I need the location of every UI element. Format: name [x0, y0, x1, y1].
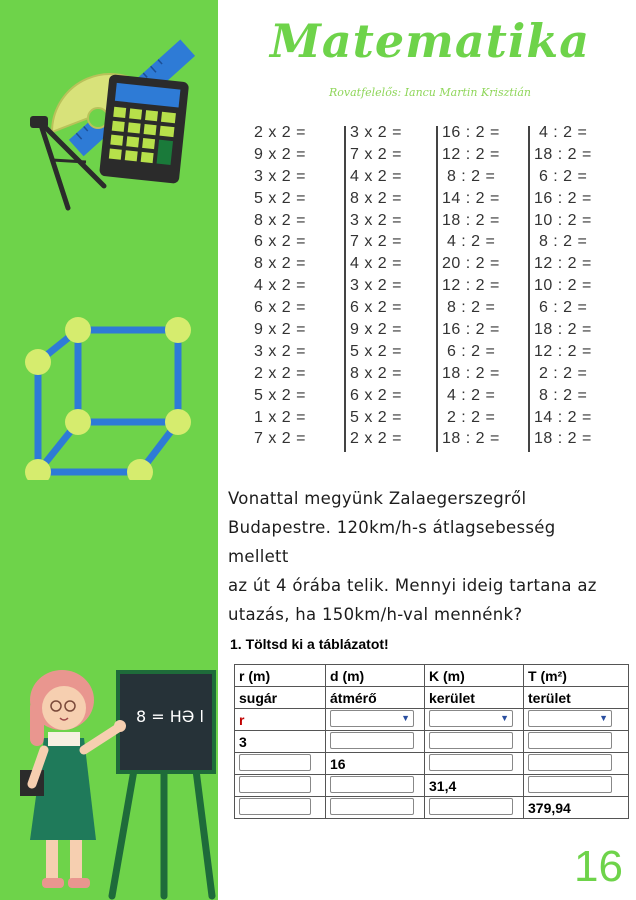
- drill-item: 3 x 2 =: [350, 211, 402, 229]
- drill-item: 4 : 2 =: [442, 386, 496, 404]
- drill-item: 6 x 2 =: [350, 299, 402, 317]
- drill-item: 3 x 2 =: [350, 277, 402, 295]
- drill-item: 12 : 2 =: [534, 255, 592, 273]
- drill-column-2: [350, 122, 436, 450]
- table-subheader: kerület: [425, 687, 524, 709]
- answer-input[interactable]: [528, 732, 612, 749]
- drill-item: 2 x 2 =: [254, 364, 306, 382]
- drill-item: 2 : 2 =: [534, 364, 588, 382]
- drill-item: 18 : 2 =: [442, 364, 500, 382]
- drill-item: 18 : 2 =: [534, 145, 592, 163]
- drill-item: 4 : 2 =: [534, 124, 588, 141]
- page-number: 16: [574, 842, 623, 891]
- answer-input[interactable]: [239, 754, 311, 771]
- drill-item: 16 : 2 =: [442, 124, 500, 141]
- drill-item: 1 x 2 =: [254, 408, 306, 426]
- table-row: [235, 775, 629, 797]
- chevron-down-icon: ▼: [599, 712, 608, 723]
- table-row: [235, 731, 629, 753]
- drill-column-3: [442, 122, 528, 450]
- cell-value: 379,94: [528, 799, 571, 816]
- table-row: [235, 709, 629, 731]
- drill-item: 18 : 2 =: [442, 211, 500, 229]
- dropdown-select[interactable]: [330, 710, 414, 727]
- table-cell: [235, 709, 326, 731]
- drill-item: 8 x 2 =: [350, 364, 402, 382]
- table-header: r (m): [235, 665, 326, 687]
- drill-item: 8 x 2 =: [254, 255, 306, 273]
- drill-item: 9 x 2 =: [350, 321, 402, 339]
- word-problem-line: Budapestre. 120km/h-s átlagsebesség mellett: [228, 518, 556, 566]
- drill-item: 9 x 2 =: [254, 321, 306, 339]
- table-cell: [425, 797, 524, 819]
- drill-item: 7 x 2 =: [254, 430, 306, 448]
- drill-item: 2 x 2 =: [350, 430, 402, 448]
- column-divider: [436, 126, 438, 452]
- table-cell: [524, 797, 629, 819]
- drill-item: 8 : 2 =: [442, 299, 496, 317]
- table-cell: [524, 709, 629, 731]
- drill-item: 8 x 2 =: [254, 211, 306, 229]
- table-cell: [524, 753, 629, 775]
- drill-item: 2 : 2 =: [442, 408, 496, 426]
- drill-item: 5 x 2 =: [254, 189, 306, 207]
- green-sidebar: [0, 0, 218, 900]
- drill-item: 9 x 2 =: [254, 145, 306, 163]
- drill-item: 20 : 2 =: [442, 255, 500, 273]
- drill-item: 2 x 2 =: [254, 124, 306, 141]
- drill-item: 18 : 2 =: [534, 321, 592, 339]
- dropdown-select[interactable]: [429, 710, 513, 727]
- drill-item: 4 x 2 =: [350, 167, 402, 185]
- word-problem-line: Vonattal megyünk Zalaegerszegről: [228, 489, 527, 508]
- cell-value: r: [239, 711, 245, 728]
- drill-item: 16 : 2 =: [534, 189, 592, 207]
- chevron-down-icon: ▼: [500, 712, 509, 723]
- table-subheader: terület: [524, 687, 629, 709]
- drill-item: 6 x 2 =: [254, 299, 306, 317]
- svg-text:8 = HƏ l: 8 = HƏ l: [136, 707, 204, 726]
- drill-item: 4 : 2 =: [442, 233, 496, 251]
- answer-input[interactable]: [330, 798, 414, 815]
- drill-item: 6 x 2 =: [350, 386, 402, 404]
- task-title: 1. Töltsd ki a táblázatot!: [230, 636, 389, 652]
- drill-item: 6 : 2 =: [534, 299, 588, 317]
- table-cell: [235, 797, 326, 819]
- table-subheader: átmérő: [326, 687, 425, 709]
- answer-input[interactable]: [429, 754, 513, 771]
- drill-item: 12 : 2 =: [534, 342, 592, 360]
- drill-column-4: [534, 122, 620, 450]
- table-cell: [326, 709, 425, 731]
- drill-item: 10 : 2 =: [534, 277, 592, 295]
- drill-item: 3 x 2 =: [254, 167, 306, 185]
- dropdown-select[interactable]: [528, 710, 612, 727]
- drill-item: 8 x 2 =: [350, 189, 402, 207]
- answer-input[interactable]: [330, 732, 414, 749]
- word-problem: [228, 484, 620, 629]
- answer-input[interactable]: [239, 776, 311, 793]
- table-cell: [425, 775, 524, 797]
- drill-item: 7 x 2 =: [350, 145, 402, 163]
- word-problem-line: az út 4 órába telik. Mennyi ideig tartana az: [228, 576, 597, 595]
- drill-item: 10 : 2 =: [534, 211, 592, 229]
- answer-input[interactable]: [330, 776, 414, 793]
- table-header: d (m): [326, 665, 425, 687]
- table-cell: [524, 775, 629, 797]
- drill-item: 6 : 2 =: [442, 342, 496, 360]
- page-title: Matematika: [269, 14, 591, 68]
- drill-exercises: [246, 122, 618, 454]
- table-header: K (m): [425, 665, 524, 687]
- cube-icon: [0, 310, 218, 480]
- answer-input[interactable]: [239, 798, 311, 815]
- girl-blackboard-icon: [0, 660, 218, 900]
- drill-item: 16 : 2 =: [442, 321, 500, 339]
- table-row: [235, 797, 629, 819]
- drill-item: 18 : 2 =: [442, 430, 500, 448]
- table-cell: [425, 709, 524, 731]
- drill-item: 14 : 2 =: [442, 189, 500, 207]
- table-row: [235, 753, 629, 775]
- column-divider: [344, 126, 346, 452]
- drill-item: 5 x 2 =: [350, 408, 402, 426]
- cell-value: 31,4: [429, 777, 457, 794]
- drill-item: 3 x 2 =: [254, 342, 306, 360]
- table-header-row: [235, 665, 629, 687]
- answer-input[interactable]: [528, 776, 612, 793]
- table-header: T (m²): [524, 665, 629, 687]
- drill-item: 8 : 2 =: [534, 233, 588, 251]
- table-cell: [326, 797, 425, 819]
- table-cell: [524, 731, 629, 753]
- table-cell: [326, 753, 425, 775]
- drill-item: 4 x 2 =: [254, 277, 306, 295]
- table-subheader: sugár: [235, 687, 326, 709]
- table-cell: [326, 731, 425, 753]
- cell-value: 3: [239, 733, 247, 750]
- drill-item: 5 x 2 =: [350, 342, 402, 360]
- cell-value: 16: [330, 755, 346, 772]
- geometry-tools-icon: [0, 0, 218, 230]
- table-cell: [425, 753, 524, 775]
- drill-column-1: [254, 122, 340, 450]
- table-cell: [425, 731, 524, 753]
- drill-item: 3 x 2 =: [350, 124, 402, 141]
- chevron-down-icon: ▼: [401, 712, 410, 723]
- drill-item: 7 x 2 =: [350, 233, 402, 251]
- table-subheader-row: [235, 687, 629, 709]
- drill-item: 18 : 2 =: [534, 430, 592, 448]
- table-cell: [326, 775, 425, 797]
- drill-item: 8 : 2 =: [442, 167, 496, 185]
- drill-item: 6 : 2 =: [534, 167, 588, 185]
- page-subtitle: Rovatfelelős: Iancu Martin Krisztián: [328, 86, 532, 99]
- table-cell: [235, 753, 326, 775]
- table-cell: [235, 775, 326, 797]
- column-divider: [528, 126, 530, 452]
- drill-item: 6 x 2 =: [254, 233, 306, 251]
- drill-item: 14 : 2 =: [534, 408, 592, 426]
- answer-input[interactable]: [429, 798, 513, 815]
- circle-table: [234, 664, 629, 819]
- table-cell: [235, 731, 326, 753]
- drill-item: 8 : 2 =: [534, 386, 588, 404]
- drill-item: 5 x 2 =: [254, 386, 306, 404]
- drill-item: 4 x 2 =: [350, 255, 402, 273]
- answer-input[interactable]: [429, 732, 513, 749]
- drill-item: 12 : 2 =: [442, 145, 500, 163]
- word-problem-line: utazás, ha 150km/h-val mennénk?: [228, 605, 523, 624]
- drill-item: 12 : 2 =: [442, 277, 500, 295]
- answer-input[interactable]: [528, 754, 612, 771]
